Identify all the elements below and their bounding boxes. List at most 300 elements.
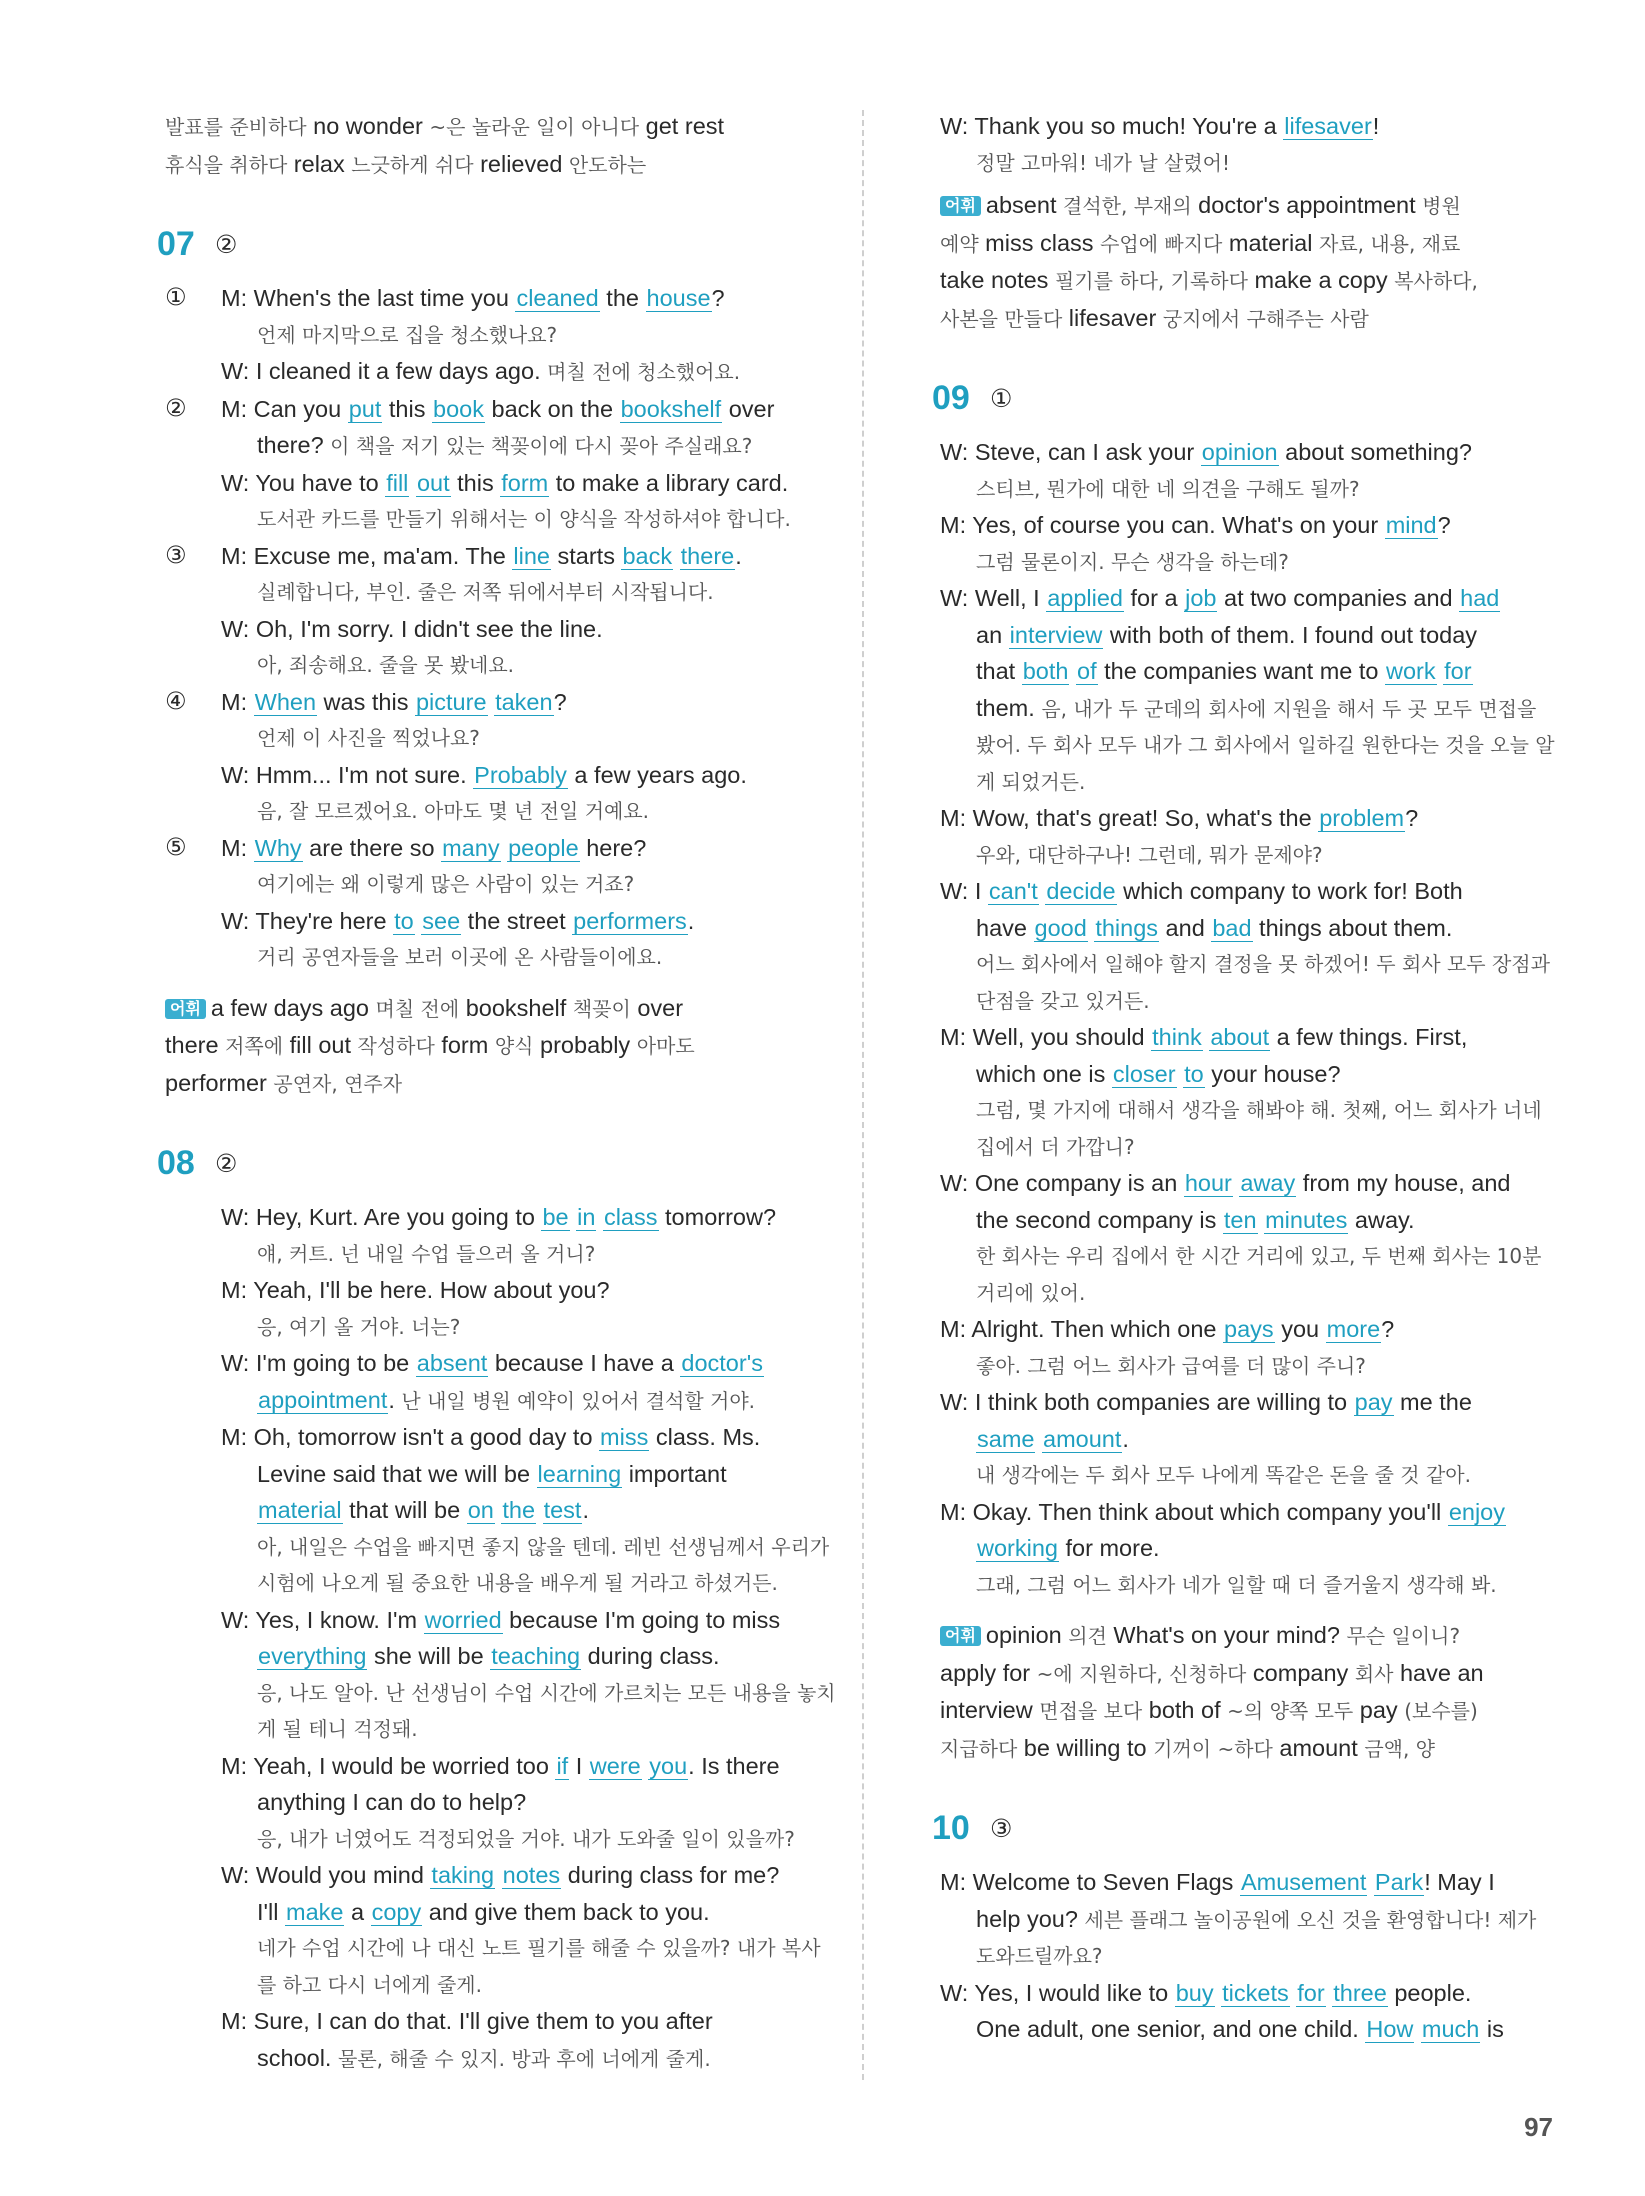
translation-line: 도와드릴까요? [976, 1944, 1103, 1968]
vocab-term: amount [1272, 1734, 1365, 1761]
text-span: starts [550, 542, 622, 569]
translation-line: 어느 회사에서 일해야 할지 결정을 못 하겠어! 두 회사 모두 장점과 [976, 952, 1550, 976]
vocab-term: no wonder [306, 113, 430, 139]
dialogue-turn [940, 1864, 1560, 1975]
dialogue-turn [940, 108, 1560, 181]
text-span: which one is [976, 1060, 1112, 1087]
english-line [221, 757, 845, 794]
translation-line: 좋아. 그럼 어느 회사가 급여를 더 많이 주니? [976, 1353, 1366, 1378]
vocab-term: get rest [639, 113, 725, 139]
vocab-term: relieved [473, 150, 569, 177]
text-span: M: Okay. Then think about which company you'll [940, 1498, 1448, 1525]
option-body [221, 830, 845, 976]
answer-blank: learning [537, 1460, 622, 1487]
answer-blank: mind [1385, 512, 1437, 538]
text-span: have [976, 914, 1034, 941]
text-span: ? [711, 285, 725, 311]
vocab-box [940, 1617, 1560, 1767]
text-span [1414, 2016, 1421, 2042]
option-marker: ⑤ [165, 833, 187, 861]
vocab-term: miss class [978, 229, 1101, 256]
text-span: at two companies and [1217, 585, 1460, 611]
answer-blank: things [1095, 914, 1159, 941]
answer-blank: closer [1112, 1060, 1176, 1087]
answer-blank: When [254, 688, 317, 715]
english-line [221, 1419, 845, 1456]
text-span: M: Oh, tomorrow isn't a good day to [221, 1424, 600, 1450]
dialogue-turn [221, 830, 845, 903]
text-span: this [450, 469, 501, 496]
vocab-term: relax [287, 150, 352, 177]
dialogue-turn [221, 611, 845, 684]
translation-line: 음, 잘 모르겠어요. 아마도 몇 년 전일 거예요. [257, 799, 650, 823]
answer-blank: to [394, 907, 414, 934]
vocab-term: there [165, 1032, 226, 1058]
vocab-term: doctor's appointment [1191, 192, 1423, 218]
answer-blank: fill [386, 469, 409, 496]
text-span: them. [976, 694, 1042, 721]
translation-line: 집에서 더 가깝니? [976, 1134, 1135, 1159]
dialogue-turn [165, 2003, 845, 2077]
option-body [221, 684, 845, 830]
answer-blank: line [513, 542, 550, 569]
vocab-term: interview [940, 1697, 1040, 1723]
text-span: . Is there [688, 1752, 780, 1779]
answer-blank: class [603, 1204, 658, 1230]
answer-blank: notes [502, 1862, 561, 1888]
answer-blank: out [416, 469, 450, 496]
english-line [221, 1602, 845, 1639]
answer-blank: problem [1319, 805, 1405, 831]
text-span: that [976, 658, 1022, 684]
vocab-term: lifesaver [1062, 304, 1163, 331]
answer-blank: worried [424, 1606, 502, 1633]
answer-blank: away [1240, 1170, 1296, 1196]
english-line [221, 280, 845, 317]
text-span: school. [257, 2044, 338, 2071]
option-marker: ③ [165, 541, 187, 569]
answer-blank: taken [495, 688, 553, 715]
answer-blank: same [977, 1425, 1035, 1452]
english-line [940, 580, 1560, 617]
answer-mark: ① [990, 384, 1013, 413]
text-span: W: One company is an [940, 1170, 1184, 1196]
answer-blank: put [348, 395, 382, 422]
answer-blank: in [577, 1204, 596, 1230]
text-span: over [722, 395, 775, 422]
answer-blank: for [1297, 1979, 1325, 2006]
dialogue-turn [165, 1272, 845, 1345]
answer-blank: decide [1046, 878, 1116, 904]
option-item [165, 684, 845, 830]
vocab-term: apply for [940, 1659, 1037, 1686]
dialogue-turn [165, 1748, 845, 1858]
vocab-box [940, 187, 1560, 337]
dialogue-turn [940, 1494, 1560, 1604]
translation-line: 봤어. 두 회사 모두 내가 그 회사에서 일하길 원한다는 것을 오늘 알 [976, 733, 1555, 757]
vocab-meaning: 궁지에서 구해주는 사람 [1162, 306, 1369, 331]
english-line [940, 1384, 1560, 1421]
text-span: W: They're here [221, 907, 394, 934]
vocab-term: make a copy [1247, 267, 1395, 293]
translation-line: 아, 죄송해요. 줄을 못 봤네요. [257, 653, 515, 677]
answer-blank: more [1326, 1316, 1381, 1342]
vocab-meaning: 수업에 빠지다 [1100, 231, 1223, 256]
vocab-meaning: 저쪽에 [225, 1034, 284, 1058]
text-span: W: Steve, can I ask your [940, 439, 1201, 465]
text-span: during class. [581, 1643, 720, 1669]
answer-blank: book [433, 395, 484, 422]
english-line [221, 1638, 845, 1675]
text-span: W: Well, I [940, 585, 1047, 611]
dialogue-turn [221, 684, 845, 757]
answer-blank: doctor's [681, 1350, 763, 1376]
text-span: the [599, 285, 646, 311]
text-span: M: Welcome to Seven Flags [940, 1869, 1240, 1895]
text-span: W: You have to [221, 469, 386, 496]
answer-blank: many [442, 834, 500, 861]
english-line [221, 903, 845, 940]
text-span: tomorrow? [658, 1204, 777, 1230]
text-span: the companies want me to [1097, 658, 1385, 684]
answer-blank: make [286, 1898, 344, 1925]
text-span: back on the [484, 395, 620, 422]
answer-blank: working [977, 1535, 1058, 1561]
text-span: W: Yes, I would like to [940, 1979, 1175, 2006]
answer-blank: for [1444, 658, 1472, 684]
option-marker: ① [165, 284, 187, 311]
text-span: are there so [302, 834, 442, 861]
vocab-meaning: 무슨 일이니? [1346, 1624, 1461, 1648]
translation-line: 응, 나도 알아. 난 선생님이 수업 시간에 가르치는 모든 내용을 놓치 [257, 1680, 836, 1705]
text-span: she will be [367, 1643, 491, 1669]
english-line [940, 434, 1560, 471]
text-span [409, 470, 416, 496]
english-line [940, 1494, 1560, 1531]
english-line [940, 1421, 1560, 1458]
english-line [221, 830, 845, 867]
text-span: W: Oh, I'm sorry. I didn't see the line. [221, 615, 603, 642]
text-span: W: I cleaned it a few days ago. [221, 358, 548, 384]
dialogue-turn [940, 1975, 1560, 2048]
answer-blank: work [1386, 658, 1436, 684]
text-span [495, 1862, 502, 1888]
vocab-meaning: ~의 양쪽 모두 [1227, 1699, 1354, 1723]
english-line [940, 617, 1560, 654]
vocab-meaning: 지급하다 [940, 1736, 1018, 1761]
text-span: class. Ms. [649, 1424, 761, 1450]
dialogue-turn [221, 903, 845, 976]
answer-blank: amount [1043, 1425, 1122, 1452]
english-line [940, 1530, 1560, 1567]
translation-line: 스티브, 뭔가에 대한 네 의견을 구해도 될까? [976, 476, 1360, 501]
answer-blank: much [1421, 2016, 1480, 2042]
text-span: W: I'm going to be [221, 1350, 416, 1376]
vocab-term: bookshelf [459, 994, 573, 1021]
answer-blank: buy [1175, 1979, 1214, 2006]
question-number: 09 [932, 379, 970, 417]
vocab-meaning: 공연자, 연주자 [273, 1071, 403, 1096]
vocab-meaning: ~은 놀라운 일이 아니다 [429, 115, 640, 139]
vocab-badge: 어휘 [940, 1626, 981, 1646]
left-column [157, 108, 845, 2077]
option-item [165, 391, 845, 538]
text-span: about something? [1278, 439, 1472, 465]
answer-blank: Why [254, 834, 302, 861]
vocab-term: form [434, 1032, 495, 1058]
answer-blank: everything [258, 1643, 367, 1669]
text-span: and give them back to you. [422, 1898, 710, 1925]
answer-blank: picture [415, 688, 487, 715]
text-span [673, 543, 680, 569]
korean-text: 이 책을 저기 있는 책꽂이에 다시 꽂아 주실래요? [330, 434, 753, 458]
english-line [221, 2003, 845, 2040]
text-span: during class for me? [561, 1862, 780, 1888]
text-span: this [382, 395, 433, 422]
text-span [596, 1204, 603, 1230]
answer-blank: tickets [1222, 1979, 1289, 2006]
answer-blank: miss [600, 1424, 649, 1450]
vocab-meaning: 작성하다 [357, 1034, 435, 1058]
translation-line: 우와, 대단하구나! 그런데, 뭐가 문제야? [976, 842, 1323, 867]
dialogue-turn [940, 507, 1560, 580]
dialogue-turn [940, 1165, 1560, 1311]
text-span: you [1274, 1316, 1326, 1342]
english-line [940, 910, 1560, 947]
answer-blank: cleaned [516, 285, 599, 311]
dialogue-turn [221, 391, 845, 465]
answer-blank: performers [573, 907, 687, 934]
text-span: there? [257, 432, 331, 458]
option-body [221, 280, 845, 391]
answer-blank: both [1022, 658, 1069, 684]
english-line [940, 1202, 1560, 1239]
english-line [221, 1748, 845, 1785]
answer-blank: hour [1184, 1170, 1232, 1196]
answer-blank: can't [988, 878, 1038, 904]
answer-blank: ten [1223, 1206, 1257, 1233]
dialogue-turn [940, 1311, 1560, 1384]
vocab-meaning: 휴식을 취하다 [165, 152, 288, 177]
dialogue-turn [221, 538, 845, 611]
english-line [221, 1456, 845, 1493]
text-span: important [622, 1460, 727, 1487]
translation-line: 그래, 그럼 어느 회사가 네가 일할 때 더 즐거울지 생각해 봐. [976, 1572, 1497, 1597]
text-span: away. [1348, 1206, 1415, 1233]
answer-blank: of [1077, 658, 1097, 684]
translation-line: 를 하고 다시 너에게 줄게. [257, 1972, 482, 1997]
text-span: which company to work for! Both [1116, 878, 1463, 904]
dialogue-turn [940, 800, 1560, 873]
vocab-line [165, 1065, 845, 1103]
text-span: M: Sure, I can do that. I'll give them to you after [221, 2008, 713, 2034]
option-marker: ② [165, 394, 187, 422]
text-span: the street [461, 907, 573, 934]
vocab-line [940, 300, 1560, 338]
english-line [221, 353, 845, 391]
vocab-meaning: 며칠 전에 [375, 996, 460, 1021]
answer-blank: enjoy [1448, 1498, 1505, 1525]
text-span: help you? [976, 1905, 1085, 1932]
text-span: a few years ago. [567, 761, 747, 788]
text-span: W: I [940, 878, 988, 904]
answer-blank: How [1366, 2016, 1414, 2042]
dialogue-turn [940, 580, 1560, 800]
vocab-meaning: 자료, 내용, 재료 [1319, 231, 1461, 256]
answer-blank: test [543, 1497, 582, 1523]
english-line [221, 1382, 845, 1420]
english-line [221, 1784, 845, 1821]
vocab-line [940, 1730, 1560, 1768]
english-line [940, 1901, 1560, 1939]
vocab-term: What's on your mind? [1106, 1622, 1347, 1648]
translation-line: 그럼 물론이지. 무슨 생각을 하는데? [976, 549, 1289, 574]
translation-line: 내 생각에는 두 회사 모두 나에게 똑같은 돈을 줄 것 같아. [976, 1463, 1471, 1487]
answer-blank: bad [1212, 914, 1252, 941]
english-line [221, 1199, 845, 1236]
vocab-term: probably [533, 1032, 637, 1058]
dialogue-turn [221, 465, 845, 538]
answer-blank: there [680, 542, 735, 569]
text-span: for more. [1058, 1535, 1160, 1561]
page-number: 97 [1524, 2112, 1553, 2142]
answer-blank: minutes [1265, 1206, 1348, 1233]
english-line [940, 507, 1560, 544]
translation-line: 얘, 커트. 넌 내일 수업 들으러 올 거니? [257, 1241, 596, 1266]
vocab-meaning: ~에 지원하다, 신청하다 [1036, 1661, 1247, 1686]
vocab-term: have an [1393, 1659, 1484, 1686]
english-line [221, 684, 845, 721]
dialogue-turn [940, 1384, 1560, 1494]
vocab-line [165, 990, 845, 1028]
vocab-term: absent [985, 192, 1064, 218]
vocab-term: company [1246, 1659, 1355, 1686]
vocab-meaning: 사본을 만들다 [940, 306, 1063, 331]
vocab-meaning: 금액, 양 [1364, 1736, 1435, 1761]
spacer [165, 1102, 845, 1130]
text-span: ? [1381, 1316, 1395, 1342]
option-body [221, 538, 845, 684]
answer-blank: if [556, 1752, 569, 1779]
vocab-line [940, 225, 1560, 263]
answer-blank: people [508, 834, 579, 861]
korean-text: 난 내일 병원 예약이 있어서 결석할 거야. [401, 1388, 756, 1413]
text-span: an [976, 621, 1009, 648]
text-span: . [388, 1386, 402, 1413]
translation-line: 언제 이 사진을 찍었나요? [257, 726, 480, 750]
text-span: M: Alright. Then which one [940, 1316, 1224, 1342]
question-number: 08 [157, 1144, 195, 1182]
question-header [157, 225, 845, 264]
question-header [932, 1809, 1560, 1848]
translation-line: 시험에 나오게 될 중요한 내용을 배우게 될 거라고 하셨거든. [257, 1571, 778, 1595]
dialogue-turn [165, 1602, 845, 1748]
text-span: me the [1393, 1389, 1472, 1415]
english-line [221, 1492, 845, 1529]
answer-blank: applied [1047, 585, 1123, 611]
text-span: . [687, 907, 695, 934]
text-span: people. [1387, 1979, 1472, 2006]
vocab-line [940, 187, 1560, 225]
dialogue-turn [165, 1857, 845, 2003]
vocab-term: pay [1353, 1697, 1405, 1723]
vocab-term: opinion [985, 1622, 1069, 1648]
vocab-term: be willing to [1017, 1734, 1154, 1761]
text-span: anything I can do to help? [257, 1789, 527, 1815]
vocab-meaning: (보수를) [1404, 1699, 1478, 1723]
vocab-line [940, 262, 1560, 300]
text-span: ? [553, 688, 567, 715]
answer-blank: copy [371, 1898, 422, 1925]
question-header [157, 1144, 845, 1183]
translation-line: 언제 마지막으로 집을 청소했나요? [257, 322, 558, 347]
text-span: here? [579, 834, 647, 861]
vocab-term: both of [1142, 1697, 1228, 1723]
english-line [940, 653, 1560, 690]
text-span: M: Yeah, I'll be here. How about you? [221, 1277, 610, 1303]
dialogue-turn [221, 353, 845, 391]
translation-line: 그럼, 몇 가지에 대해서 생각을 해봐야 해. 첫째, 어느 회사가 너네 [976, 1098, 1542, 1122]
text-span: W: Yes, I know. I'm [221, 1606, 424, 1633]
english-line [940, 1056, 1560, 1093]
text-span: M: Yes, of course you can. What's on your [940, 512, 1385, 538]
answer-blank: the [502, 1497, 536, 1523]
english-line [221, 538, 845, 575]
text-span: I [569, 1752, 589, 1779]
text-span: M: [221, 834, 254, 861]
dialogue-turn [221, 757, 845, 830]
english-line [940, 873, 1560, 910]
text-span: to make a library card. [549, 469, 789, 496]
translation-line: 거리 공연자들을 보러 이곳에 온 사람들이에요. [257, 945, 663, 969]
vocab-meaning: 필기를 하다, 기록하다 [1054, 269, 1248, 293]
answer-blank: were [589, 1752, 641, 1779]
option-item [165, 830, 845, 976]
english-line [221, 1894, 845, 1931]
translation-line: 정말 고마워! 네가 날 살렸어! [976, 150, 1230, 175]
vocab-meaning: 결석한, 부재의 [1063, 194, 1192, 218]
vocab-badge: 어휘 [165, 999, 206, 1019]
vocab-line [165, 146, 845, 184]
translation-line: 응, 여기 올 거야. 너는? [257, 1314, 461, 1339]
text-span: with both of them. I found out today [1103, 621, 1478, 648]
answer-blank: opinion [1201, 439, 1278, 465]
vocab-term: take notes [940, 267, 1055, 293]
question-number: 10 [932, 1809, 970, 1847]
translation-line: 네가 수업 시간에 나 대신 노트 필기를 해줄 수 있을까? 내가 복사 [257, 1936, 821, 1960]
vocab-meaning: 면접을 보다 [1039, 1699, 1143, 1723]
answer-blank: pay [1354, 1389, 1393, 1415]
answer-blank: form [501, 469, 549, 496]
vocab-meaning: 아마도 [636, 1034, 695, 1058]
answer-blank: lifesaver [1284, 113, 1372, 139]
vocab-line [940, 1617, 1560, 1655]
english-line [940, 800, 1560, 837]
vocab-meaning: 복사하다, [1394, 269, 1478, 293]
text-span: a few things. First, [1270, 1024, 1468, 1050]
text-span: your house? [1204, 1060, 1341, 1087]
text-span: M: Excuse me, ma'am. The [221, 542, 513, 569]
dialogue-turn [165, 1199, 845, 1272]
text-span: W: Hmm... I'm not sure. [221, 761, 474, 788]
text-span: M: [221, 688, 254, 715]
text-span: W: Hey, Kurt. Are you going to [221, 1204, 542, 1230]
answer-blank: to [1184, 1060, 1204, 1087]
translation-line: 게 될 테니 걱정돼. [257, 1717, 418, 1741]
dialogue-turn [221, 280, 845, 353]
text-span: ! May I [1424, 1869, 1495, 1895]
dialogue-turn [940, 873, 1560, 1019]
